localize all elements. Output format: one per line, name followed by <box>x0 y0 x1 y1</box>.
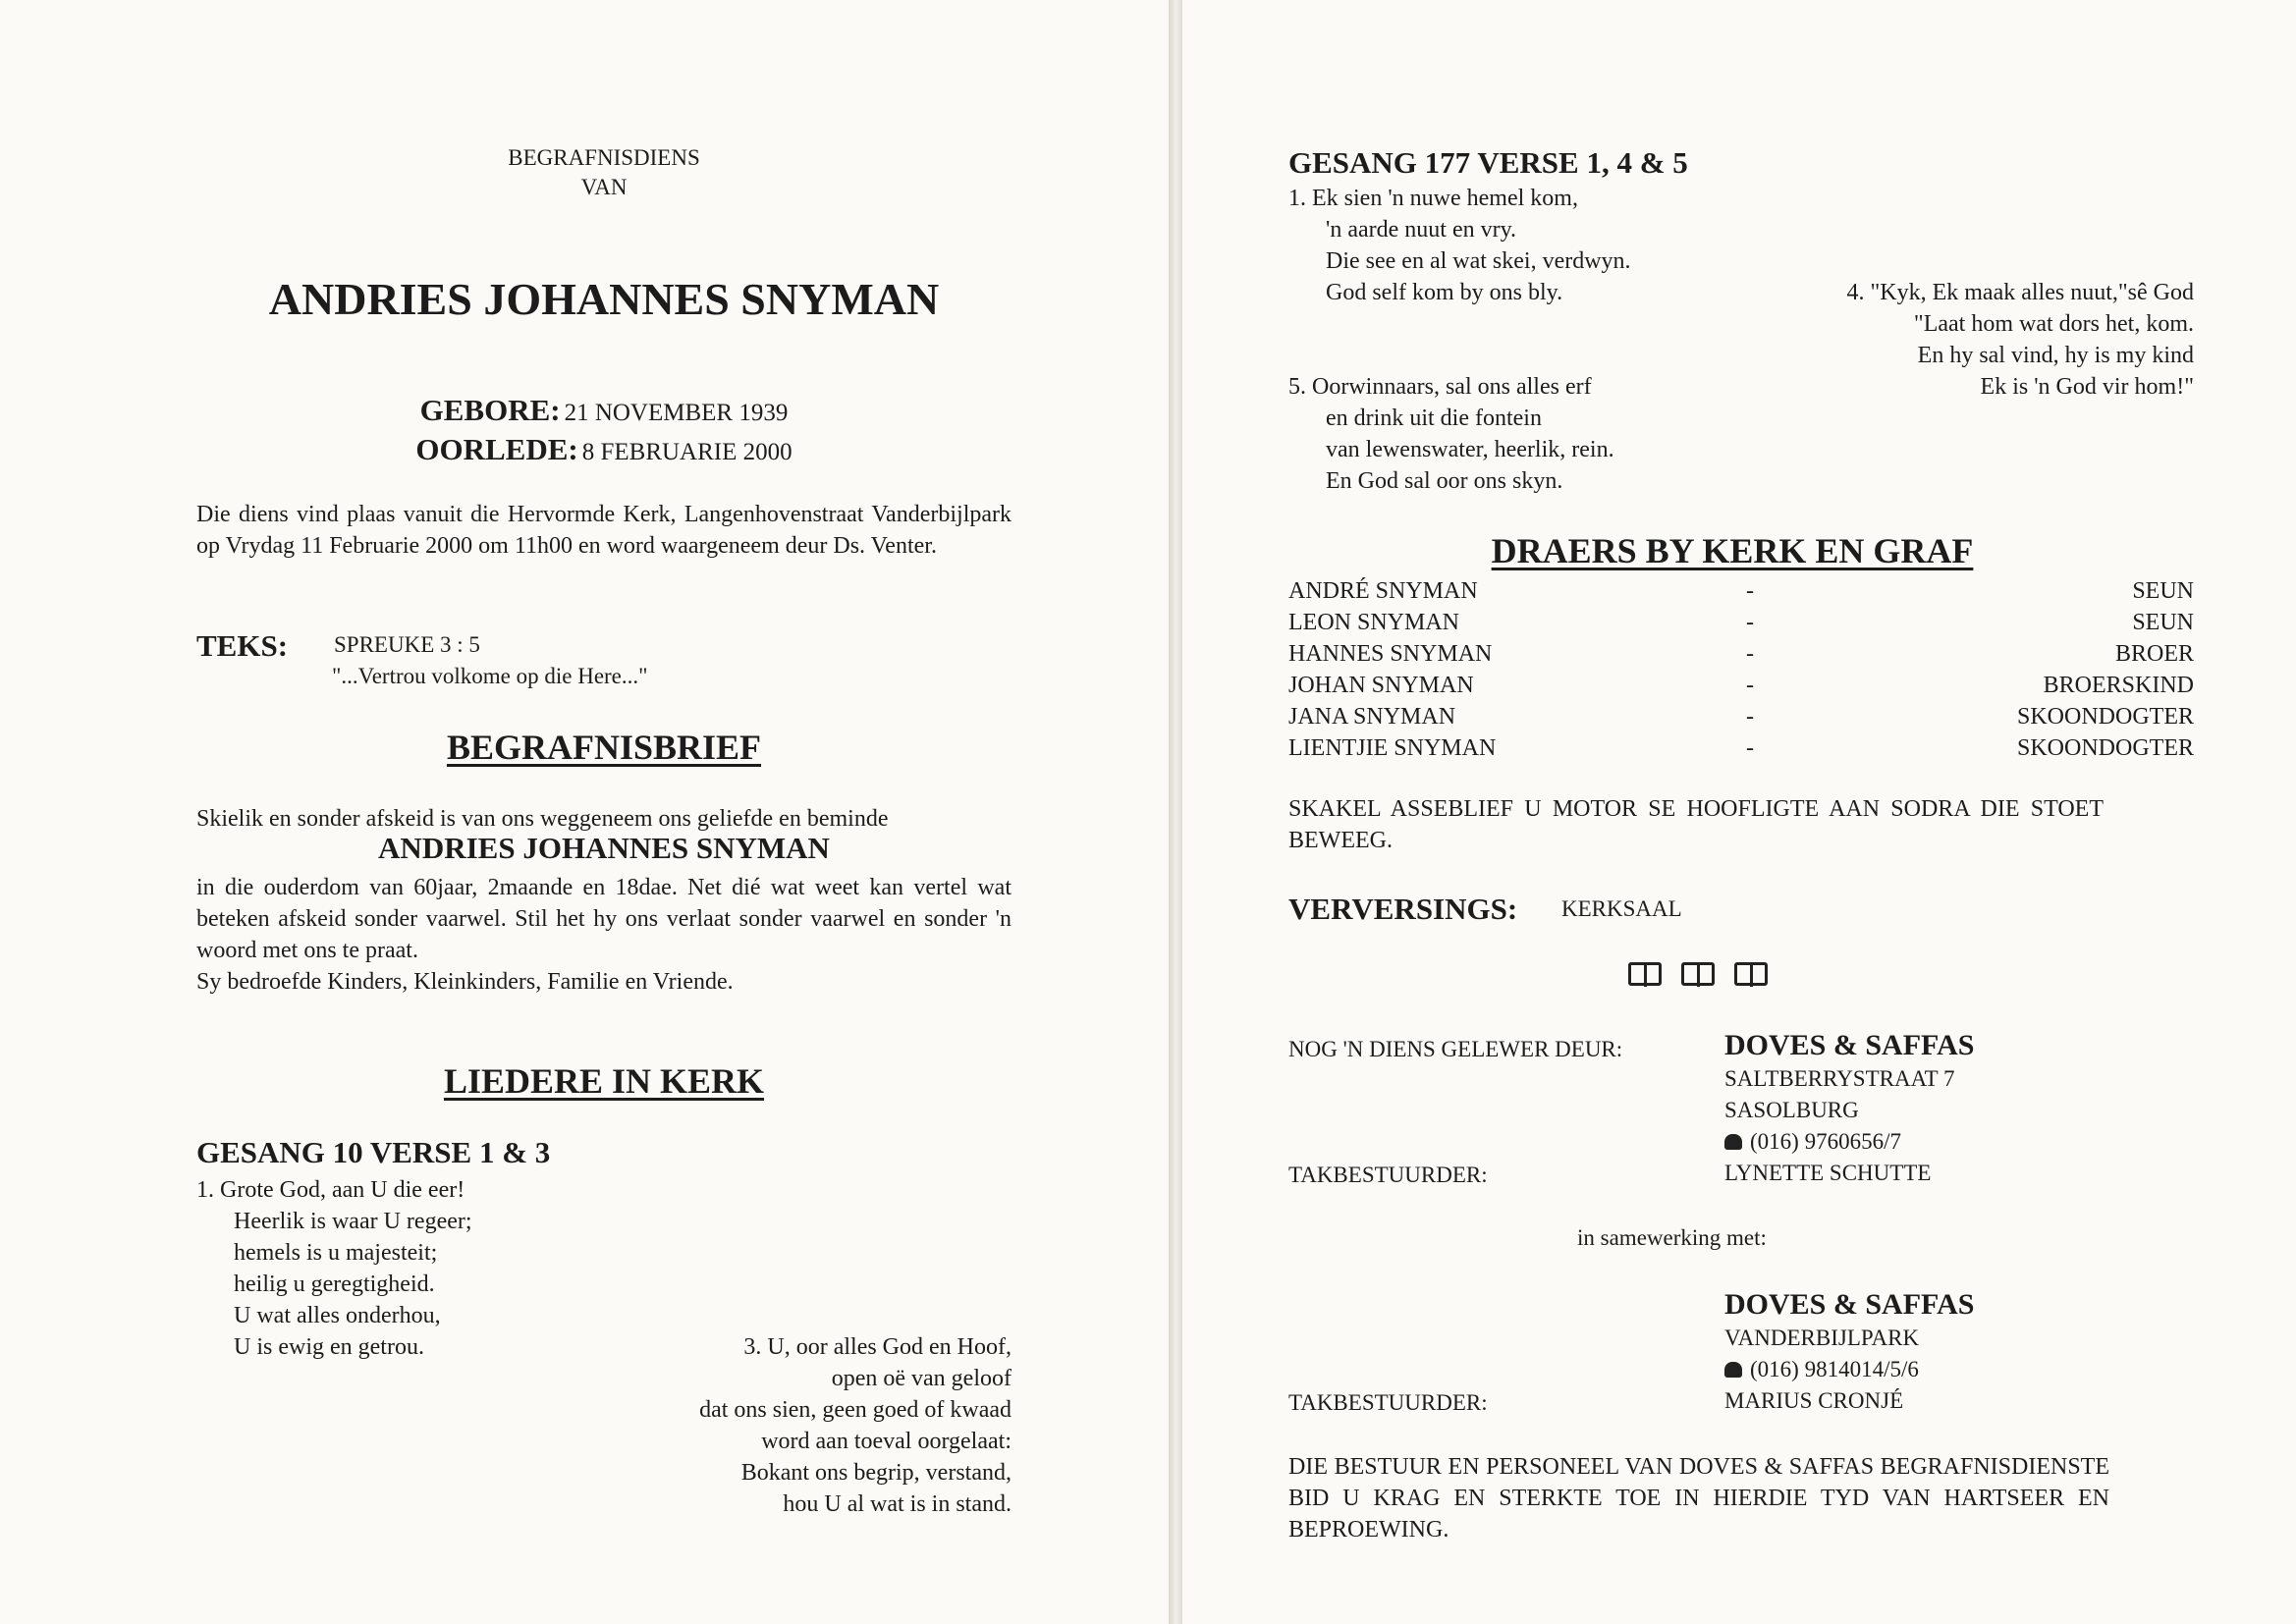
verse-line: open oë van geloof <box>831 1366 1011 1391</box>
firm1-city: SASOLBURG <box>1724 1098 1859 1122</box>
bearer-relation: SEUN <box>2132 578 2194 604</box>
service-info: Die diens vind plaas vanuit die Hervormde Kerk, Langenhovenstraat Vanderbijlpark op Vrydag 11 Februarie 2000 om 11h00 en word waargeneem deur Ds. Venter. <box>196 502 1011 559</box>
verse-line: God self kom by ons bly. <box>1326 280 1563 305</box>
verse-1 <box>196 1174 472 1363</box>
verse-line: Die see en al wat skei, verdwyn. <box>1326 248 1631 274</box>
closing-message: DIE BESTUUR EN PERSONEEL VAN DOVES & SAFFAS BEGRAFNISDIENSTE BID U KRAG EN STERKTE TOE IN HIERDIE TYD VAN HARTSEER EN BEPROEWING. <box>1288 1454 2109 1543</box>
firm2-name: DOVES & SAFFAS <box>1724 1288 1975 1321</box>
verse-line: 3. U, oor alles God en Hoof, <box>743 1334 1011 1360</box>
firm2-city: VANDERBIJLPARK <box>1724 1326 1920 1350</box>
bearer-name: LEON SNYMAN <box>1288 610 1459 635</box>
book-ornaments <box>1182 962 2214 991</box>
phone-icon <box>1724 1134 1742 1150</box>
firm1-name: DOVES & SAFFAS <box>1724 1029 1975 1061</box>
bearer-name: ANDRÉ SNYMAN <box>1288 578 1478 604</box>
verse-3 <box>589 1331 1011 1520</box>
table-row <box>1288 732 2194 764</box>
verse-line: 1. Grote God, aan U die eer! <box>196 1177 465 1203</box>
firm2-phone-line <box>1724 1357 1919 1382</box>
verse-line: Bokant ons begrip, verstand, <box>740 1460 1011 1486</box>
service-by-label: NOG 'N DIENS GELEWER DEUR: <box>1288 1037 1623 1061</box>
verse-line: word aan toeval oorgelaat: <box>761 1429 1011 1454</box>
table-row <box>1288 607 2194 638</box>
deceased-name: ANDRIES JOHANNES SNYMAN <box>268 274 940 324</box>
bearer-dash: - <box>1746 610 1754 635</box>
verse-line: U wat alles onderhou, <box>234 1303 441 1328</box>
firm1-manager: LYNETTE SCHUTTE <box>1724 1161 1932 1185</box>
bearer-dash: - <box>1746 578 1754 604</box>
born-line <box>0 393 1208 428</box>
verse-line: hou U al wat is in stand. <box>783 1491 1011 1517</box>
verse-line: heilig u geregtigheid. <box>234 1272 435 1297</box>
bearer-relation: BROER <box>2114 641 2194 667</box>
bearer-dash: - <box>1746 735 1754 761</box>
verse-line: En hy sal vind, hy is my kind <box>1917 343 2194 368</box>
headlights-notice: SKAKEL ASSEBLIEF U MOTOR SE HOOFLIGTE AAN SODRA DIE STOET BEWEEG. <box>1288 796 2104 853</box>
book-icon <box>1628 962 1662 986</box>
manager-label-2: TAKBESTUURDER: <box>1288 1390 1488 1415</box>
table-row <box>1288 701 2194 732</box>
bearer-relation: SKOONDOGTER <box>2017 704 2194 730</box>
verse-line: En God sal oor ons skyn. <box>1326 468 1563 494</box>
table-row <box>1288 670 2194 701</box>
firm2-manager: MARIUS CRONJÉ <box>1724 1388 1904 1413</box>
songs-heading: LIEDERE IN KERK <box>443 1061 765 1101</box>
verse-line: U is ewig en getrou. <box>234 1334 424 1360</box>
bearer-name: JOHAN SNYMAN <box>1288 673 1474 698</box>
verse-5 <box>1288 371 1614 497</box>
table-row <box>1288 575 2194 607</box>
text-label: TEKS: <box>196 628 289 663</box>
letter-intro: Skielik en sonder afskeid is van ons weggeneem ons geliefde en beminde <box>196 806 889 832</box>
verse-line: 4. "Kyk, Ek maak alles nuut,"sê God <box>1846 280 2194 305</box>
bearer-dash: - <box>1746 641 1754 667</box>
bearer-relation: BROERSKIND <box>2043 673 2194 698</box>
manager-label-1: TAKBESTUURDER: <box>1288 1163 1488 1187</box>
bearer-dash: - <box>1746 704 1754 730</box>
letter-family: Sy bedroefde Kinders, Kleinkinders, Familie en Vriende. <box>196 969 734 995</box>
verse-line: dat ons sien, geen goed of kwaad <box>699 1397 1011 1423</box>
letter-body: in die ouderdom van 60jaar, 2maande en 18dae. Net dié wat weet kan vertel wat beteken afskeid sonder vaarwel. Stil het hy ons verlaat sonder vaarwel en sonder 'n woord met ons te praat. <box>196 875 1011 963</box>
verse-line: 1. Ek sien 'n nuwe hemel kom, <box>1288 186 1578 211</box>
firm1-street: SALTBERRYSTRAAT 7 <box>1724 1066 1955 1091</box>
firm2-phone: (016) 9814014/5/6 <box>1750 1357 1919 1381</box>
verse-line: en drink uit die fontein <box>1326 406 1542 431</box>
bearers-table <box>1288 575 2194 764</box>
bearer-relation: SEUN <box>2132 610 2194 635</box>
verse-line: "Laat hom wat dors het, kom. <box>1913 311 2194 337</box>
refreshments-label: VERVERSINGS: <box>1288 892 1518 926</box>
born-date: 21 NOVEMBER 1939 <box>564 400 789 426</box>
bearers-heading: DRAERS BY KERK EN GRAF <box>1491 531 1974 570</box>
cooperation-text: in samewerking met: <box>1577 1225 1767 1250</box>
verse-4 <box>1673 277 2194 403</box>
died-date: 8 FEBRUARIE 2000 <box>581 439 793 465</box>
verse-1 <box>1288 183 1631 308</box>
born-label: GEBORE: <box>419 393 561 427</box>
text-quote: "...Vertrou volkome op die Here..." <box>332 664 648 688</box>
book-icon <box>1734 962 1768 986</box>
bearer-name: HANNES SNYMAN <box>1288 641 1493 667</box>
firm1-phone-line <box>1724 1129 1901 1155</box>
verse-line: Heerlik is waar U regeer; <box>234 1209 472 1234</box>
letter-heading: BEGRAFNISBRIEF <box>446 728 762 767</box>
table-row <box>1288 638 2194 670</box>
hymn-title: GESANG 10 VERSE 1 & 3 <box>196 1135 551 1169</box>
refreshments-value: KERKSAAL <box>1561 896 1682 921</box>
bearer-dash: - <box>1746 673 1754 698</box>
right-page <box>1182 0 2296 1624</box>
service-of: VAN <box>580 175 628 199</box>
verse-line: van lewenswater, heerlik, rein. <box>1326 437 1614 462</box>
letter-name: ANDRIES JOHANNES SNYMAN <box>378 831 830 865</box>
firm1-phone: (016) 9760656/7 <box>1750 1129 1901 1154</box>
page-fold <box>1169 0 1182 1624</box>
bearer-name: LIENTJIE SNYMAN <box>1288 735 1497 761</box>
died-label: OORLEDE: <box>415 432 578 466</box>
verse-line: Ek is 'n God vir hom!" <box>1980 374 2194 400</box>
book-icon <box>1681 962 1715 986</box>
hymn-title: GESANG 177 VERSE 1, 4 & 5 <box>1288 145 1688 180</box>
phone-icon <box>1724 1362 1742 1378</box>
died-line <box>0 432 1208 467</box>
service-title: BEGRAFNISDIENS <box>508 145 700 170</box>
bearer-name: JANA SNYMAN <box>1288 704 1456 730</box>
verse-line: 'n aarde nuut en vry. <box>1326 217 1517 243</box>
bearer-relation: SKOONDOGTER <box>2017 735 2194 761</box>
verse-line: hemels is u majesteit; <box>234 1240 438 1266</box>
text-reference: SPREUKE 3 : 5 <box>334 632 480 657</box>
verse-line: 5. Oorwinnaars, sal ons alles erf <box>1288 374 1592 400</box>
